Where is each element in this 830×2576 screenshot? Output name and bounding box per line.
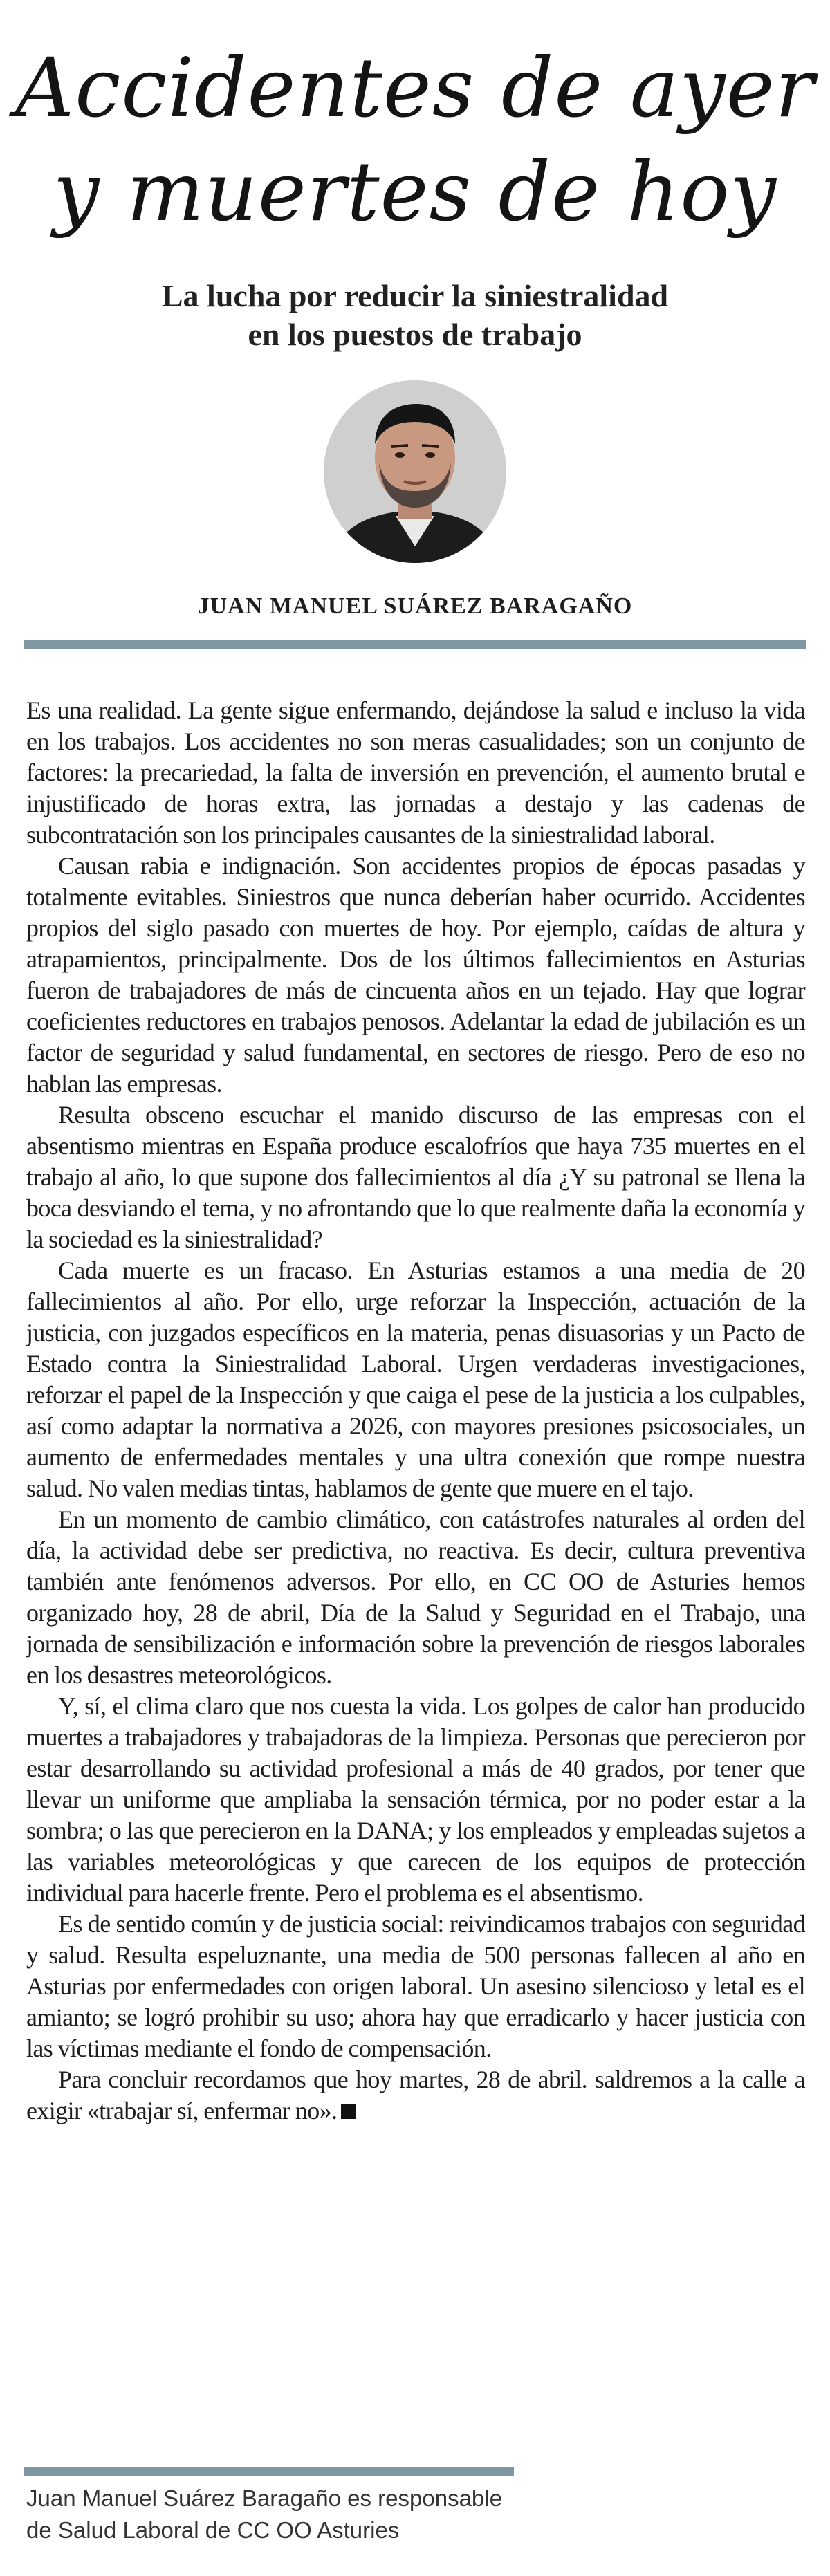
paragraph-8-text: Para concluir recordamos que hoy martes, 28 de abril. saldremos a la calle a exigir «trabajar sí, enfermar no».	[26, 2066, 805, 2124]
paragraph-3: Resulta obsceno escuchar el manido discurso de las empresas con el absentismo mientras en España produce escalofríos que haya 735 muertes en el trabajo al año, lo que supone dos fallecimientos al día ¿Y su patronal se llena la boca desviando el tema, y no afrontando que lo que realmente daña la economía y la sociedad es la siniestralidad?	[26, 1101, 805, 1253]
author-name: JUAN MANUEL SUÁREZ BARAGAÑO	[197, 593, 633, 619]
end-of-article-icon	[341, 2104, 356, 2119]
bio-line-2: de Salud Laboral de CC OO Asturies	[26, 2517, 400, 2543]
paragraph-4: Cada muerte es un fracaso. En Asturias estamos a una media de 20 fallecimientos al año. Por ello, urge reforzar la Inspección, actuación de la justicia, con juzgados específicos en la materia, penas disuasorias y un Pacto de Estado contra la Siniestralidad Laboral. Urgen verdaderas investigaciones, reforzar el papel de la Inspección y que caiga el pese de la justicia a los culpables, así como adaptar la normativa a 2026, con mayores presiones psicosociales, un aumento de enfermedades mentales y una ultra conexión que rompe nuestra salud. No valen medias tintas, hablamos de gente que muere en el tajo.	[26, 1257, 805, 1502]
headline-line-2: y muertes de hoy	[53, 144, 777, 239]
bio-line-1: Juan Manuel Suárez Baragaño es responsable	[26, 2485, 502, 2511]
subtitle-line-1: La lucha por reducir la siniestralidad	[161, 278, 669, 313]
paragraph-8	[26, 2064, 805, 2126]
bottom-divider	[24, 2467, 514, 2476]
author-bio	[26, 2483, 552, 2546]
top-divider	[24, 640, 806, 649]
subtitle-line-2: en los puestos de trabajo	[248, 317, 582, 352]
paragraph-2: Causan rabia e indignación. Son accidentes propios de épocas pasadas y totalmente evitables. Siniestros que nunca deberían haber ocurrido. Accidentes propios del siglo pasado con muertes de hoy. Por ejemplo, caídas de altura y atrapamientos, principalmente. Dos de los últimos fallecimientos en Asturias fueron de trabajadores de más de cincuenta años en un tejado. Hay que lograr coeficientes reductores en trabajos penosos. Adelantar la edad de jubilación es un factor de seguridad y salud fundamental, en sectores de riesgo. Pero de eso no hablan las empresas.	[26, 852, 805, 1097]
paragraph-1: Es una realidad. La gente sigue enfermando, dejándose la salud e incluso la vida en los trabajos. Los accidentes no son meras casualidades; son un conjunto de factores: la precariedad, la falta de inversión en prevención, el aumento brutal e injustificado de horas extra, las jornadas a destajo y las cadenas de subcontratación son los principales causantes de la siniestralidad laboral.	[26, 696, 805, 849]
headline	[0, 36, 830, 243]
headline-line-1: Accidentes de ayer	[15, 40, 815, 136]
paragraph-7: Es de sentido común y de justicia social: reivindicamos trabajos con seguridad y salud. Resulta espeluznante, una media de 500 personas fallecen al año en Asturias por enfermedades con origen laboral. Un asesino silencioso y letal es el amianto; se logró prohibir su uso; ahora hay que erradicarlo y hacer justicia con las víctimas mediante el fondo de compensación.	[26, 1910, 805, 2062]
author-photo	[324, 380, 506, 563]
author-portrait-icon	[324, 380, 506, 563]
article-body	[26, 695, 805, 2126]
paragraph-6: Y, sí, el clima claro que nos cuesta la vida. Los golpes de calor han producido muertes a trabajadores y trabajadoras de la limpieza. Personas que perecieron por estar desarrollando su actividad profesional a más de 40 grados, por tener que llevar un uniforme que ampliaba la sensación térmica, por no poder estar a la sombra; o las que perecieron en la DANA; y los empleados y empleadas sujetos a las variables meteorológicas y que carecen de los equipos de protección individual para hacerle frente. Pero el problema es el absentismo.	[26, 1692, 805, 1907]
paragraph-5: En un momento de cambio climático, con catástrofes naturales al orden del día, la actividad debe ser predictiva, no reactiva. Es decir, cultura preventiva también ante fenómenos adversos. Por ello, en CC OO de Asturies hemos organizado hoy, 28 de abril, Día de la Salud y Seguridad en el Trabajo, una jornada de sensibilización e información sobre la prevención de riesgos laborales en los desastres meteorológicos.	[26, 1505, 805, 1689]
subtitle	[0, 277, 830, 354]
